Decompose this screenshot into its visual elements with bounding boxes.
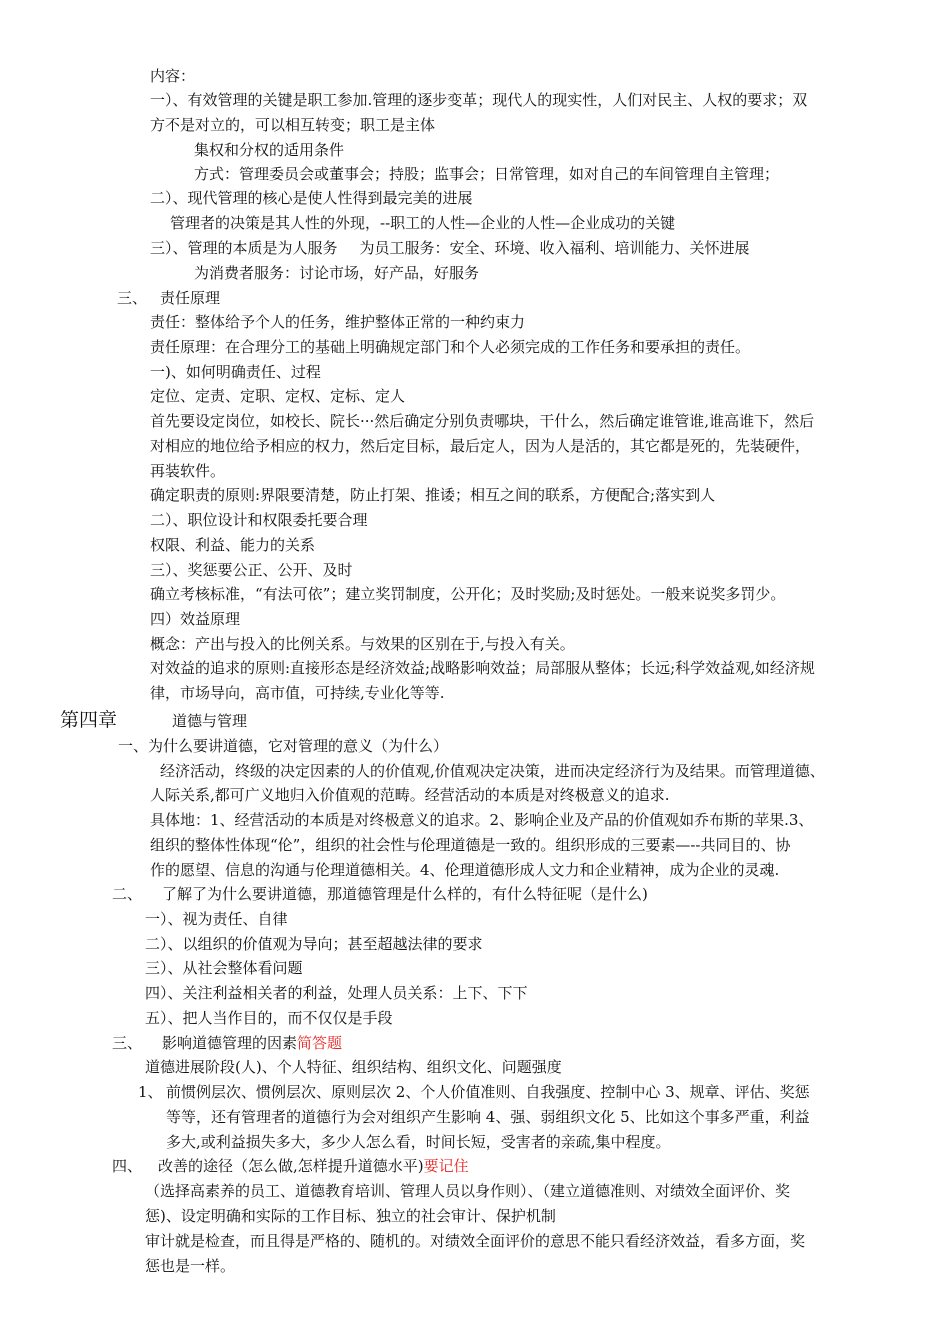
text-line: 一)、如何明确责任、过程 [150,363,321,381]
text-line: 审计就是检查，而且得是严格的、随机的。对绩效全面评价的意思不能只看经济效益，看多方面，奖 [145,1232,806,1250]
text-line: 作的愿望、信息的沟通与伦理道德相关。4、伦理道德形成人文力和企业精神，成为企业的灵魂. [150,861,780,879]
text-line: 为消费者服务：讨论市场，好产品，好服务 [194,264,480,282]
text-line: 对相应的地位给予相应的权力，然后定目标，最后定人，因为人是活的，其它都是死的，先装硬件， [150,437,811,455]
list-item: 一）、视为责任、自律 [145,910,288,928]
text-line: 多大,或利益损失多大，多少人怎么看，时间长短，受害者的亲疏,集中程度。 [166,1133,671,1151]
section-number: 三、 [112,1034,143,1052]
text-line: 前惯例层次、惯例层次、原则层次 2、个人价值准则、自我强度、控制中心 3、规章、评估、奖惩 [166,1083,810,1101]
text-line: 等等，还有管理者的道德行为会对组织产生影响 4、强、弱组织文化 5、比如这个事多严重，利益 [166,1108,810,1126]
list-item: 五）、把人当作目的，而不仅仅是手段 [145,1009,393,1027]
section-heading [158,1156,469,1176]
text-line: 权限、利益、能力的关系 [150,536,316,554]
text-line: 方不是对立的，可以相互转变；职工是主体 [150,116,436,134]
text-fragment: 为员工服务：安全、环境、收入福利、培训能力、关怀进展 [359,239,750,257]
text-line: 集权和分权的适用条件 [194,141,345,159]
text-line: 人际关系,都可广义地归入价值观的范畴。经营活动的本质是对终极意义的追求. [150,786,670,804]
text-line: 管理者的决策是其人性的外现，--职工的人性—企业的人性—企业成功的关键 [170,214,676,232]
text-line: 组织的整体性体现“伦”，组织的社会性与伦理道德是一致的。组织形成的三要素—--共同目的、协 [150,836,791,854]
subheading: 三）、管理的本质是为人服务 [150,239,338,257]
text-line: 确立考核标准，“有法可依”；建立奖罚制度，公开化；及时奖励;及时惩处。一般来说奖多罚少。 [150,585,786,603]
list-item: 三）、从社会整体看问题 [145,959,303,977]
section-number: 四、 [112,1157,143,1175]
heading-text: 改善的途径（怎么做,怎样提升道德水平) [158,1157,424,1175]
text-line: 律，市场导向，高市值，可持续,专业化等等. [150,684,445,702]
list-item: 二）、以组织的价值观为导向；甚至超越法律的要求 [145,935,483,953]
highlight-note: 要记住 [423,1157,469,1175]
text-line: 一）、有效管理的关键是职工参加.管理的逐步变革；现代人的现实性，人们对民主、人权的要求；双 [150,91,808,109]
section-number: 二、 [112,885,143,903]
text-line: 内容： [150,67,196,85]
text-line: 定位、定责、定职、定权、定标、定人 [150,387,406,405]
section-heading [162,1033,342,1053]
text-line: 再装软件。 [150,462,226,480]
text-line: 二）、现代管理的核心是使人性得到最完美的进展 [150,189,473,207]
text-line: 责任原理：在合理分工的基础上明确规定部门和个人必须完成的工作任务和要承担的责任。 [150,338,751,356]
text-line: 概念：产出与投入的比例关系。与效果的区别在于,与投入有关。 [150,635,575,653]
text-line: （选择高素养的员工、道德教育培训、管理人员以身作则）、（建立道德准则、对绩效全面评价、奖 [145,1182,791,1200]
text-line: 首先要设定岗位，如校长、院长···然后确定分别负责哪块，干什么，然后确定谁管谁,谁高谁下，然后 [150,412,815,430]
text-line: 对效益的追求的原则:直接形态是经济效益;战略影响效益；局部服从整体；长远;科学效益观,如经济规 [150,659,815,677]
list-item: 四）、关注利益相关者的利益，处理人员关系：上下、下下 [145,984,528,1002]
text-line: 经济活动，终级的决定因素的人的价值观,价值观决定决策，进而决定经济行为及结果。而管理道德、 [160,762,825,780]
section-number: 三、 [117,289,148,307]
text-line: 具体地：1、经营活动的本质是对终极意义的追求。2、影响企业及产品的价值观如乔布斯的苹果.3、 [150,811,814,829]
text-line [150,238,750,258]
section-heading: 一、为什么要讲道德，它对管理的意义（为什么） [118,737,449,755]
section-heading: 了解了为什么要讲道德，那道德管理是什么样的，有什么特征呢（是什么) [162,885,648,903]
text-line: 确定职责的原则:界限要清楚，防止打架、推诿；相互之间的联系，方便配合;落实到人 [150,486,716,504]
text-line: 三）、奖惩要公正、公开、及时 [150,561,353,579]
text-line: 责任：整体给予个人的任务，维护整体正常的一种约束力 [150,313,526,331]
text-line: 道德进展阶段(人)、个人特征、组织结构、组织文化、问题强度 [145,1058,562,1076]
text-line: 惩也是一样。 [145,1257,236,1275]
section-heading: 责任原理 [160,289,221,307]
heading-text: 影响道德管理的因素 [162,1034,298,1052]
list-number: 1、 [138,1083,163,1101]
chapter-title: 道德与管理 [172,712,248,730]
highlight-note: 简答题 [297,1034,343,1052]
text-line: 惩)、设定明确和实际的工作目标、独立的社会审计、保护机制 [145,1207,556,1225]
text-line: 四）效益原理 [150,610,241,628]
chapter-number: 第四章 [60,709,118,731]
text-line: 方式：管理委员会或董事会；持股；监事会；日常管理，如对自己的车间管理自主管理； [194,165,780,183]
text-line: 二）、职位设计和权限委托要合理 [150,511,368,529]
